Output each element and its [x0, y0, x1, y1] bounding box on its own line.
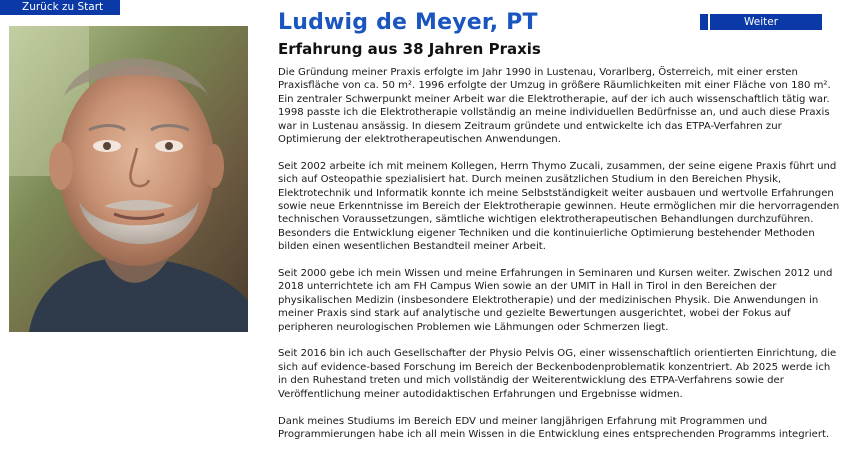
biography-text: [278, 66, 840, 455]
page-subtitle: Erfahrung aus 38 Jahren Praxis: [278, 40, 541, 58]
back-to-start-button[interactable]: Zurück zu Start: [0, 0, 120, 15]
paragraph: Seit 2000 gebe ich mein Wissen und meine Erfahrungen in Seminaren und Kursen weiter. Zwischen 2012 und 2018 unterrichtete ich am FH Campus Wien sowie an der UMIT in Hall in Tirol in den Bereichen der physikalischen Medizin (insbesondere Elektrotherapie) und der medizinischen Physik. Die Anwendungen in meiner Praxis sind stark auf analytische und gezielte Bewertungen ausgerichtet, wobei der Fokus auf peripheren neurologischen Problemen wie Lähmungen oder Schmerzen liegt.: [278, 268, 833, 333]
paragraph: Dank meines Studiums im Bereich EDV und meiner langjährigen Erfahrung mit Programmen und Programmierungen habe ich all mein Wissen in die Entwicklung eines entsprechenden Programms integriert.: [278, 415, 830, 440]
page-title: Ludwig de Meyer, PT: [278, 10, 538, 35]
paragraph: Seit 2016 bin ich auch Gesellschafter der Physio Pelvis OG, einer wissenschaftlich orientierten Einrichtung, die sich auf evidence-based Forschung im Bereich der Beckenbodenproblematik konzentriert. Ab 2025 werde ich in den Ruhestand treten und mich vollständig der Weiterentwicklung des ETPA-Verfahrens sowie der Veröffentlichung meiner autodidaktischen Erfahrungen und Ergebnisse widmen.: [278, 348, 837, 400]
paragraph: Seit 2002 arbeite ich mit meinem Kollegen, Herrn Thymo Zucali, zusammen, der seine eigene Praxis führt und sich auf Osteopathie spezialisiert hat. Durch meinen zusätzlichen Studium in den Bereichen Physik, Elektrotechnik und Informatik konnte ich meine Selbstständigkeit weiter ausbauen und wertvolle Erfahrungen sowie neue Erkenntnisse im Bereich der Elektrotherapie gewinnen. Heute ermöglichen mir die hervorragenden technischen Voraussetzungen, sämtliche wichtigen elektrotherapeutischen Behandlungen durchzuführen. Besonders die Entwicklung eigener Techniken und die kontinuierliche Optimierung bestehender Methoden bilden einen wesentlichen Bestandteil meiner Arbeit.: [278, 160, 840, 253]
next-button[interactable]: Weiter: [700, 14, 822, 30]
paragraph: Die Gründung meiner Praxis erfolgte im Jahr 1990 in Lustenau, Vorarlberg, Österreich, mit einer ersten Praxisfläche von ca. 50 m². 1996 erfolgte der Umzug in größere Räumlichkeiten mit einer Fläche von 180 m². Ein zentraler Schwerpunkt meiner Arbeit war die Elektrotherapie, auf der ich auch wissenschaftlich tätig war. 1998 passte ich die Elektrotherapie vollständig an meine individuellen Bedürfnisse an, und auch diese Praxis war in Lustenau ansässig. In diesem Zeitraum gründete und entwickelte ich das ETPA-Verfahren zur Optimierung der elektrotherapeutischen Anwendungen.: [278, 67, 831, 146]
portrait-photo: [9, 26, 248, 332]
